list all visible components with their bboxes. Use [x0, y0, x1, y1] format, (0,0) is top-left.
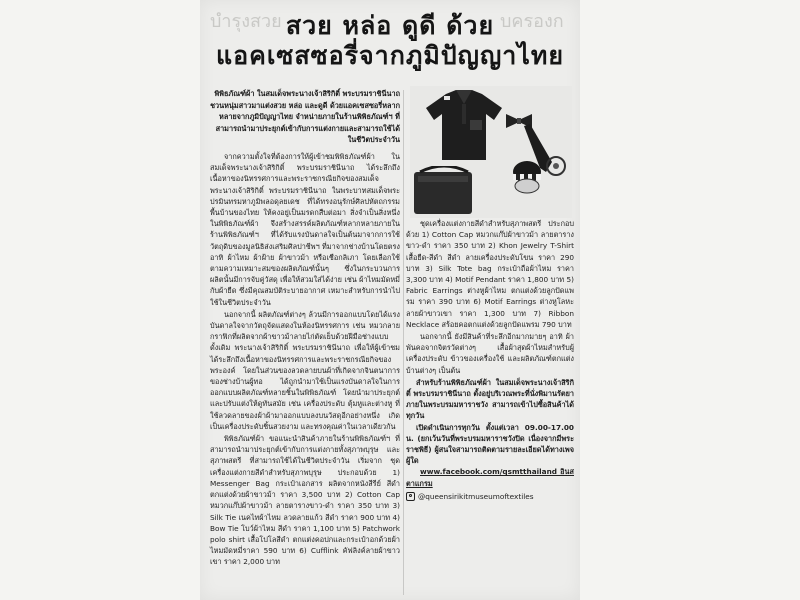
body-paragraph: นอกจากนี้ ผลิตภัณฑ์ต่างๆ ล้วนมีการออกแบบโดยได้แรงบันดาลใจจากวัตถุจัดแสดงในห้องนิทรรศการ เช่น หมวกลายกราฟิกที่ผลิตจากผ้าขาวม้าลายไก่ตัดเย็บด้วยฝีมือช่างแบบดั้งเดิม พระนางเจ้าสิริกิติ์ พระบรมราชินีนาถ เพื่อให้ผู้เข้าชมได้ระลึกถึงเนื้อหาของนิทรรศการและพระราชกรณียกิจของพระองค์ โดยในส่วนของลวดลายบนผ้าที่เกิดจากจินตนาการของช่างบ้านผู้ทอ ได้ถูกนำมาใช้เป็นแรงบันดาลใจในการออกแบบผลิตภัณฑ์หลายชิ้นในพิพิธภัณฑ์ โดยนำมาประยุกต์และปรับแต่งให้ดูทันสมัย เช่น เครื่องประดับ ตุ้มหูและต่างหู ที่ใช้ลวดลายของผ้าผ้ามาออกแบบลงบนวัสดุอีกอย่างหนึ่ง เกิดเป็นเครื่องประดับชิ้นสวยงาม และทรงคุณค่าในเวลาเดียวกัน [210, 309, 400, 431]
body-column-left [210, 151, 400, 569]
instagram-handle[interactable]: @queensirikitmuseumoftextiles [418, 491, 534, 501]
newspaper-clipping [200, 0, 580, 600]
cotton-cap-image [510, 160, 544, 196]
lead-paragraph: พิพิธภัณฑ์ผ้า ในสมเด็จพระนางเจ้าสิริกิติ์ พระบรมราชินีนาถ ชวนหนุ่มสาวมาแต่งสวย หล่อ และดูดี ด้วยแอคเซสซอรี่หลากหลายจากภูมิปัญญาไทย จำหน่ายภายในร้านพิพิธภัณฑ์ฯ ที่สามารถนำมาประยุกต์เข้ากับการแต่งกายและสามารถใช้ได้ในชีวิตประจำวัน [210, 89, 400, 144]
body-paragraph: พิพิธภัณฑ์ผ้า ขอแนะนำสินค้าภายในร้านพิพิธภัณฑ์ฯ ที่สามารถนำมาประยุกต์เข้ากับการแต่งกายทั้งสุภาพบุรุษ และสุภาพสตรี ที่สามารถใช้ได้ในชีวิตประจำวัน เริ่มจาก ชุดเครื่องแต่งกายสีดำสำหรับสุภาพบุรุษ ประกอบด้วย 1) Messenger Bag กระเป๋าเอกสาร ผลิตจากหนังสีรีย์ สีดำ ตกแต่งด้วยผ้าขาวม้า ราคา 3,500 บาท 2) Cotton Cap หมวกแก๊ปผ้าขาวม้า ลายตารางขาว-ดำ ราคา 350 บาท 3) Silk Tie เนคไทผ้าไหม ลวดลายแก้ว สีดำ ราคา 900 บาท 4) Bow Tie โบว์ผ้าไหม สีดำ ราคา 1,100 บาท 5) Patchwork polo shirt เสื้อโปโลสีดำ ตกแต่งคอปกและกระเป๋าอกด้วยผ้าไหมมัดหมี่ราคา 590 บาท 6) Cufflink คัฟลิงค์ลายผ้าขาวเขา ราคา 2,000 บาท [210, 434, 400, 567]
instagram-icon [406, 492, 415, 501]
contact-heading: สำหรับร้านพิพิธภัณฑ์ผ้า ในสมเด็จพระนางเจ้าสิริกิติ์ พระบรมราชินีนาถ ตั้งอยู่บริเวณพระที่นั่งพิมานรัตยา ภายในพระบรมมหาราชวัง สามารถเข้าไปซื้อสินค้าได้ทุกวัน [406, 377, 574, 421]
headline-line-2: แอคเซสซอรี่จากภูมิปัญญาไทย [215, 41, 565, 70]
body-paragraph: นอกจากนี้ ยังมีสินค้าที่ระลึกอีกมากมายๆ อาทิ ผ้าพันคอจากจิตรวัดต่างๆ เสื้อผ้าสุดผ้าไหมสำหรับผู้เครื่องประดับ ข้าวของเครื่องใช้ และผลิตภัณฑ์ตกแต่งบ้านต่างๆ เป็นต้น [406, 332, 574, 375]
body-column-right [406, 218, 574, 502]
messenger-bag-image [414, 166, 474, 216]
column-divider [403, 90, 404, 595]
polo-shirt-image [424, 90, 504, 160]
instagram-line [406, 491, 574, 502]
facebook-link[interactable]: www.facebook.com/qsmtthailand อินสตาแกรม [406, 467, 574, 488]
contact-hours: เปิดดำเนินการทุกวัน ตั้งแต่เวลา 09.00-17.00 น. (ยกเว้นวันที่พระบรมมหาราชวังปิด เนื่องจากมีพระราชพิธี) ผู้สนใจสามารถติดตามรายละเอียดได้ทางเพจผู้ใด [406, 422, 574, 466]
body-paragraph: จากความตั้งใจที่ต้องการให้ผู้เข้าชมพิพิธภัณฑ์ผ้า ในสมเด็จพระนางเจ้าสิริกิติ์ พระบรมราชินีนาถ ได้ระลึกถึงเนื้อหาของนิทรรศการและพระราชกรณียกิจของสมเด็จพระนางเจ้าสิริกิติ์ พระบรมราชินีนาถ ในพระบาทสมเด็จพระปรมินทรมหาภูมิพลอดุลยเดช ที่ได้ทรงอนุรักษ์ศิลปหัตถกรรมพื้นบ้านของไทย ให้คงอยู่เป็นมรดกสืบต่อมา สิ่งจำเป็นสิ่งหนึ่งในพิพิธภัณฑ์ผ้า จึงสร้างสรรค์ผลิตภัณฑ์หลากหลายภายในร้านพิพิธภัณฑ์ฯ ที่ได้รับแรงบันดาลใจเป็นต้นมาจากการใช้วัตถุดิบของมูลนิธิส่งเสริมศิลปาชีพฯ ที่มาจากช่างบ้านโดยตรง อาทิ ผ้าไหม ผ้าฝ้าย ผ้าขาวม้า หรือเชือกลิเภา โดยเลือกใช้ตามความเหมาะสมของผลิตภัณฑ์นั้นๆ ซึ่งในกระบวนการผลิตนั้นมีการจับคู่วัสดุ เพื่อให้สวมใส่ได้ง่าย เช่น ผ้าไหมมัดหมี่กับผ้ายืด ซึ่งมีคุณสมบัติระบายอากาศ เหมาะสำหรับการนำไปใช้ในชีวิตประจำวัน [210, 152, 400, 307]
earring-image [544, 154, 568, 178]
body-paragraph: ชุดเครื่องแต่งกายสีดำสำหรับสุภาพสตรี ประกอบด้วย 1) Cotton Cap หมวกแก๊ปผ้าขาวม้า ลายตารางขาว-ดำ ราคา 350 บาท 2) Khon Jewelry T-Shirt เสื้อยืด-สีดำ สีดำ ลายเครื่องประดับโขน ราคา 290 บาท 3) Silk Tote bag กระเป๋าถือผ้าไหม ราคา 3,300 บาท 4) Motif Pendant ราคา 1,800 บาท 5) Fabric Earrings ต่างหูผ้าไหม ตกแต่งด้วยลูกปัดแพรม ราคา 390 บาท 6) Motif Earrings ต่างหูโลหะลายผ้าขาวเขา ราคา 1,300 บาท 7) Ribbon Necklace สร้อยคอตกแต่งด้วยลูกปัดแพรม 790 บาท [406, 219, 574, 329]
bleed-through-text-left: บำรุงสวย [210, 11, 282, 32]
product-photo [410, 86, 572, 218]
headline-line-1: สวย หล่อ ดูดี ด้วย [285, 11, 495, 40]
contact-info [406, 377, 574, 502]
bleed-through-text-right: บครองก [500, 11, 564, 32]
